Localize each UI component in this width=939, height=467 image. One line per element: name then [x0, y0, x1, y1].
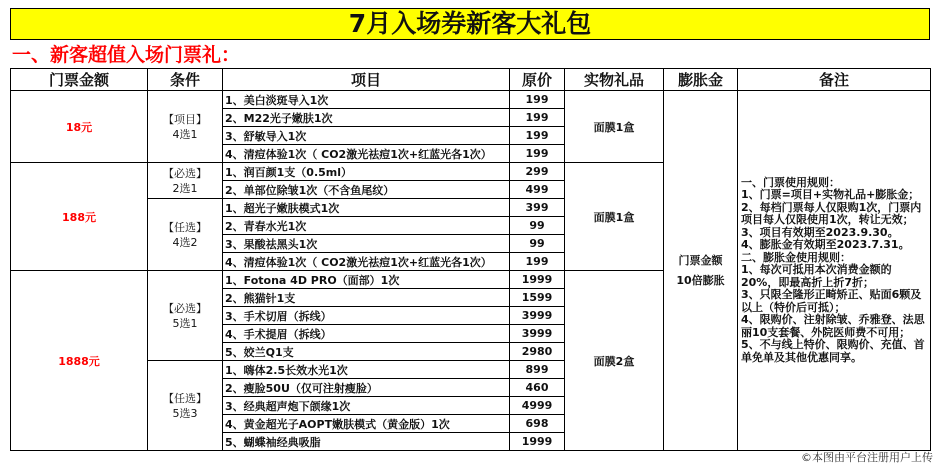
- note-line: 1、每次可抵用本次消费金额的20%，即最高折上折7折；: [741, 263, 892, 289]
- item-name: 1、嗨体2.5长效水光1次: [223, 361, 510, 379]
- note-line: 1、门票=项目+实物礼品+膨胀金；: [741, 188, 920, 202]
- cond-rule: 4选1: [172, 127, 198, 141]
- note-line: 一、门票使用规则：: [741, 175, 840, 189]
- header-condition: 条件: [148, 69, 223, 91]
- item-name: 4、清痘体验1次（ CO2激光祛痘1次+红蓝光各1次）: [223, 145, 510, 163]
- cond-rule: 5选1: [172, 316, 198, 330]
- item-price: 1599: [510, 289, 565, 307]
- cond-label: 【任选】: [163, 391, 207, 405]
- bonus-cell: [664, 91, 738, 451]
- item-name: 3、舒敏导入1次: [223, 127, 510, 145]
- note-line: 2、每档门票每人仅限购1次，门票内项目每人仅限使用1次，转让无效；: [741, 200, 922, 227]
- item-price: 199: [510, 91, 565, 109]
- item-name: 5、蝴蝶袖经典吸脂: [223, 433, 510, 451]
- notes-cell: [738, 91, 931, 451]
- item-name: 4、清痘体验1次（ CO2激光祛痘1次+红蓝光各1次）: [223, 253, 510, 271]
- tier3-gift: 面膜2盒: [565, 271, 664, 451]
- cond-label: 【项目】: [163, 112, 207, 126]
- page-title: 7月入场券新客大礼包: [10, 8, 930, 40]
- item-name: 3、经典超声炮下颌缘1次: [223, 397, 510, 415]
- bonus-line-1: 门票金额: [678, 253, 723, 267]
- header-row: [11, 69, 931, 91]
- section-heading: 一、新客超值入场门票礼：: [12, 44, 241, 66]
- item-name: 4、手术提眉（拆线）: [223, 325, 510, 343]
- tier3-condition-b: [148, 361, 223, 451]
- item-price: 99: [510, 235, 565, 253]
- item-name: 1、润百颜1支（0.5ml）: [223, 163, 510, 181]
- ticket-table: [10, 68, 931, 451]
- item-name: 1、美白淡斑导入1次: [223, 91, 510, 109]
- item-name: 2、青春水光1次: [223, 217, 510, 235]
- tier1-condition: [148, 91, 223, 163]
- note-line: 二、膨胀金使用规则：: [741, 250, 851, 264]
- table-row: [11, 91, 931, 109]
- item-price: 4999: [510, 397, 565, 415]
- note-line: 4、限购价、注射除皱、乔雅登、法思丽10支套餐、外院医师费不可用；: [741, 313, 925, 339]
- item-price: 199: [510, 127, 565, 145]
- tier1-gift: 面膜1盒: [565, 91, 664, 163]
- item-name: 2、瘦脸50U（仅可注射瘦脸）: [223, 379, 510, 397]
- item-price: 1999: [510, 271, 565, 289]
- item-name: 2、单部位除皱1次（不含鱼尾纹）: [223, 181, 510, 199]
- item-price: 199: [510, 253, 565, 271]
- item-price: 3999: [510, 307, 565, 325]
- header-gift: 实物礼品: [565, 69, 664, 91]
- tier3-amount: 1888元: [11, 271, 148, 451]
- cond-label: 【必选】: [163, 166, 207, 180]
- note-line: 5、不与线上特价、限购价、充值、首单免单及其他优惠同享。: [741, 338, 925, 364]
- bonus-line-2: 10倍膨胀: [676, 273, 725, 287]
- header-amount: 门票金额: [11, 69, 148, 91]
- item-price: 99: [510, 217, 565, 235]
- header-notes: 备注: [738, 69, 931, 91]
- item-price: 199: [510, 109, 565, 127]
- item-price: 3999: [510, 325, 565, 343]
- cond-rule: 2选1: [172, 181, 198, 195]
- tier2-gift: 面膜1盒: [565, 163, 664, 271]
- item-price: 199: [510, 145, 565, 163]
- note-line: 3、只限全隆形正畸矫正、贴面6颗及以上（特价后可抵）；: [741, 288, 922, 314]
- watermark: ©本图由平台注册用户上传: [801, 451, 933, 464]
- item-name: 2、熊猫针1支: [223, 289, 510, 307]
- tier1-amount: 18元: [11, 91, 148, 163]
- item-price: 698: [510, 415, 565, 433]
- header-item: 项目: [223, 69, 510, 91]
- item-price: 460: [510, 379, 565, 397]
- item-price: 1999: [510, 433, 565, 451]
- tier3-condition-a: [148, 271, 223, 361]
- item-price: 899: [510, 361, 565, 379]
- item-name: 3、果酸祛黑头1次: [223, 235, 510, 253]
- tier2-amount: 188元: [11, 163, 148, 271]
- item-name: 4、黄金超光子AOPT嫩肤模式（黄金版）1次: [223, 415, 510, 433]
- header-bonus: 膨胀金: [664, 69, 738, 91]
- tier2-condition-b: [148, 199, 223, 271]
- note-line: 4、膨胀金有效期至2023.7.31。: [741, 238, 910, 252]
- cond-label: 【任选】: [163, 220, 207, 234]
- note-line: 3、项目有效期至2023.9.30。: [741, 225, 899, 239]
- cond-label: 【必选】: [163, 301, 207, 315]
- item-name: 5、姣兰Q1支: [223, 343, 510, 361]
- cond-rule: 5选3: [172, 406, 198, 420]
- tier2-condition-a: [148, 163, 223, 199]
- item-price: 2980: [510, 343, 565, 361]
- item-name: 1、Fotona 4D PRO（面部）1次: [223, 271, 510, 289]
- item-price: 499: [510, 181, 565, 199]
- item-price: 399: [510, 199, 565, 217]
- item-name: 1、超光子嫩肤模式1次: [223, 199, 510, 217]
- cond-rule: 4选2: [172, 235, 198, 249]
- item-price: 299: [510, 163, 565, 181]
- header-price: 原价: [510, 69, 565, 91]
- item-name: 3、手术切眉（拆线）: [223, 307, 510, 325]
- item-name: 2、M22光子嫩肤1次: [223, 109, 510, 127]
